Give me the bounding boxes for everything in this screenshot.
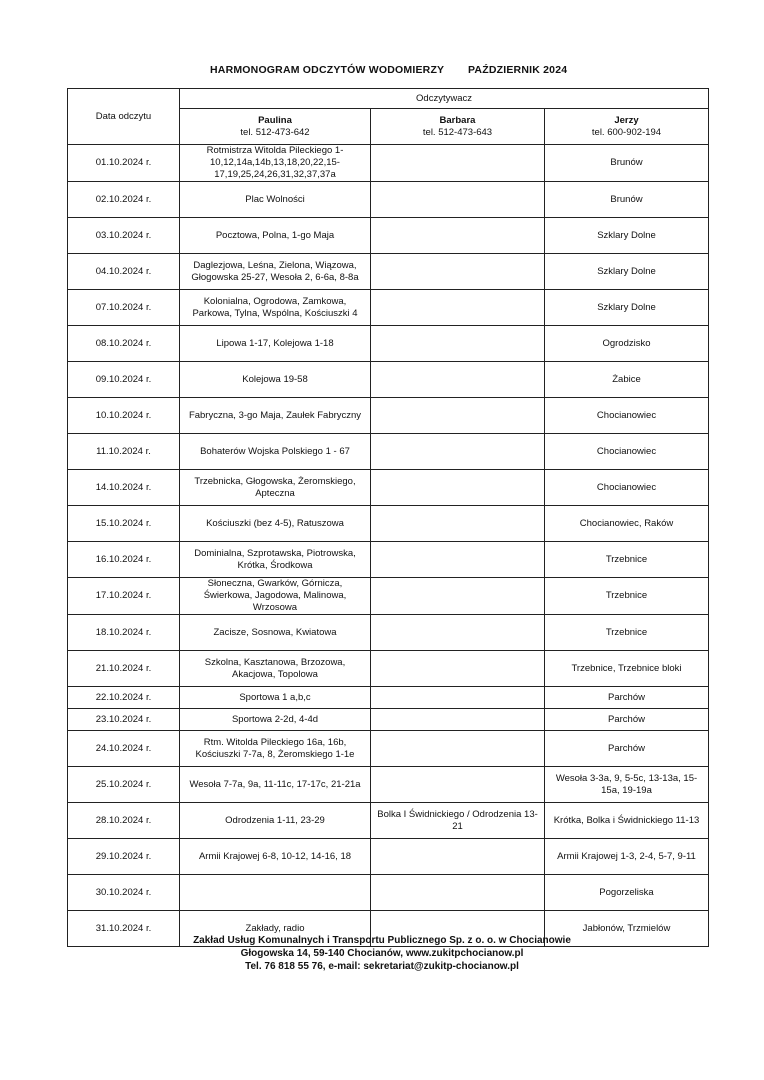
barbara-cell [371, 434, 545, 470]
barbara-cell [371, 362, 545, 398]
barbara-cell [371, 145, 545, 182]
barbara-cell [371, 839, 545, 875]
table-row [68, 145, 709, 182]
date-cell: 03.10.2024 r. [68, 218, 180, 254]
document-month: PAŹDZIERNIK 2024 [468, 64, 568, 76]
jerzy-cell: Armii Krajowej 1-3, 2-4, 5-7, 9-11 [545, 839, 709, 875]
date-cell: 16.10.2024 r. [68, 542, 180, 578]
table-row [68, 578, 709, 615]
reader-name: Paulina [258, 114, 292, 126]
date-cell: 29.10.2024 r. [68, 839, 180, 875]
paulina-cell: Sportowa 1 a,b,c [180, 687, 371, 709]
barbara-cell [371, 767, 545, 803]
paulina-cell: Lipowa 1-17, Kolejowa 1-18 [180, 326, 371, 362]
jerzy-cell: Trzebnice, Trzebnice bloki [545, 651, 709, 687]
header-readers-label: Odczytywacz [416, 92, 472, 104]
paulina-cell: Trzebnicka, Głogowska, Żeromskiego, Apteczna [180, 470, 371, 506]
jerzy-cell: Parchów [545, 687, 709, 709]
date-cell: 18.10.2024 r. [68, 615, 180, 651]
header-readers-group [180, 89, 709, 109]
jerzy-cell: Pogorzeliska [545, 875, 709, 911]
barbara-cell [371, 615, 545, 651]
date-cell: 08.10.2024 r. [68, 326, 180, 362]
jerzy-cell: Chocianowiec [545, 398, 709, 434]
paulina-cell: Dominialna, Szprotawska, Piotrowska, Krótka, Środkowa [180, 542, 371, 578]
reader-name: Barbara [439, 114, 476, 126]
barbara-cell: Bolka I Świdnickiego / Odrodzenia 13-21 [371, 803, 545, 839]
paulina-cell: Rotmistrza Witolda Pileckiego 1-10,12,14a,14b,13,18,20,22,15-17,19,25,24,26,31,32,37,37a [180, 145, 371, 182]
paulina-cell: Fabryczna, 3-go Maja, Zaułek Fabryczny [180, 398, 371, 434]
paulina-cell: Kościuszki (bez 4-5), Ratuszowa [180, 506, 371, 542]
date-cell: 01.10.2024 r. [68, 145, 180, 182]
barbara-cell [371, 182, 545, 218]
table-row [68, 803, 709, 839]
paulina-cell [180, 875, 371, 911]
barbara-cell [371, 709, 545, 731]
date-cell: 17.10.2024 r. [68, 578, 180, 615]
jerzy-cell: Trzebnice [545, 578, 709, 615]
jerzy-cell: Parchów [545, 731, 709, 767]
table-row [68, 434, 709, 470]
reader-phone: tel. 600-902-194 [591, 126, 662, 138]
paulina-cell: Wesoła 7-7a, 9a, 11-11c, 17-17c, 21-21a [180, 767, 371, 803]
jerzy-cell: Szklary Dolne [545, 218, 709, 254]
table-row [68, 362, 709, 398]
date-cell: 07.10.2024 r. [68, 290, 180, 326]
paulina-cell: Pocztowa, Polna, 1-go Maja [180, 218, 371, 254]
paulina-cell: Odrodzenia 1-11, 23-29 [180, 803, 371, 839]
date-cell: 31.10.2024 r. [68, 911, 180, 947]
date-cell: 15.10.2024 r. [68, 506, 180, 542]
paulina-cell: Sportowa 2-2d, 4-4d [180, 709, 371, 731]
jerzy-cell: Chocianowiec [545, 470, 709, 506]
jerzy-cell: Trzebnice [545, 615, 709, 651]
table-row [68, 615, 709, 651]
table-row [68, 470, 709, 506]
header-reader-paulina [180, 109, 371, 145]
company-footer [0, 934, 764, 973]
table-row [68, 398, 709, 434]
footer-contact: Tel. 76 818 55 76, e-mail: sekretariat@zukitp-chocianow.pl [245, 961, 519, 972]
table-row [68, 651, 709, 687]
header-reader-jerzy [545, 109, 709, 145]
barbara-cell [371, 542, 545, 578]
barbara-cell [371, 578, 545, 615]
date-cell: 10.10.2024 r. [68, 398, 180, 434]
reader-name: Jerzy [614, 114, 639, 126]
jerzy-cell: Żabice [545, 362, 709, 398]
table-row [68, 290, 709, 326]
table-row [68, 731, 709, 767]
barbara-cell [371, 875, 545, 911]
document-title: HARMONOGRAM ODCZYTÓW WODOMIERZY [210, 64, 445, 76]
date-cell: 21.10.2024 r. [68, 651, 180, 687]
footer-address: Głogowska 14, 59-140 Chocianów, www.zukitpchocianow.pl [240, 948, 524, 959]
table-row [68, 687, 709, 709]
paulina-cell: Kolejowa 19-58 [180, 362, 371, 398]
paulina-cell: Słoneczna, Gwarków, Górnicza, Świerkowa, Jagodowa, Malinowa, Wrzosowa [180, 578, 371, 615]
jerzy-cell: Jabłonów, Trzmielów [545, 911, 709, 947]
jerzy-cell: Wesoła 3-3a, 9, 5-5c, 13-13a, 15-15a, 19-19a [545, 767, 709, 803]
barbara-cell [371, 470, 545, 506]
paulina-cell: Bohaterów Wojska Polskiego 1 - 67 [180, 434, 371, 470]
reader-phone: tel. 512-473-642 [240, 126, 310, 138]
jerzy-cell: Parchów [545, 709, 709, 731]
jerzy-cell: Chocianowiec [545, 434, 709, 470]
table-row [68, 709, 709, 731]
date-cell: 22.10.2024 r. [68, 687, 180, 709]
table-row [68, 182, 709, 218]
barbara-cell [371, 506, 545, 542]
barbara-cell [371, 326, 545, 362]
date-cell: 24.10.2024 r. [68, 731, 180, 767]
header-row-top [68, 89, 709, 109]
date-cell: 09.10.2024 r. [68, 362, 180, 398]
document-title-bar [0, 64, 764, 80]
table-row [68, 254, 709, 290]
paulina-cell: Rtm. Witolda Pileckiego 16a, 16b, Kościuszki 7-7a, 8, Żeromskiego 1-1e [180, 731, 371, 767]
schedule-table [67, 88, 709, 947]
table-row [68, 326, 709, 362]
jerzy-cell: Szklary Dolne [545, 290, 709, 326]
header-reader-barbara [371, 109, 545, 145]
barbara-cell [371, 687, 545, 709]
barbara-cell [371, 651, 545, 687]
table-row [68, 875, 709, 911]
date-cell: 23.10.2024 r. [68, 709, 180, 731]
date-cell: 14.10.2024 r. [68, 470, 180, 506]
date-cell: 25.10.2024 r. [68, 767, 180, 803]
paulina-cell: Zakłady, radio [180, 911, 371, 947]
date-cell: 04.10.2024 r. [68, 254, 180, 290]
date-cell: 02.10.2024 r. [68, 182, 180, 218]
barbara-cell [371, 290, 545, 326]
paulina-cell: Plac Wolności [180, 182, 371, 218]
jerzy-cell: Brunów [545, 145, 709, 182]
header-date-label: Data odczytu [95, 110, 152, 122]
paulina-cell: Armii Krajowej 6-8, 10-12, 14-16, 18 [180, 839, 371, 875]
footer-company-name: Zakład Usług Komunalnych i Transportu Publicznego Sp. z o. o. w Chocianowie [193, 935, 571, 946]
paulina-cell: Zacisze, Sosnowa, Kwiatowa [180, 615, 371, 651]
jerzy-cell: Chocianowiec, Raków [545, 506, 709, 542]
reader-phone: tel. 512-473-643 [422, 126, 493, 138]
header-date-cell [68, 89, 180, 145]
jerzy-cell: Krótka, Bolka i Świdnickiego 11-13 [545, 803, 709, 839]
table-row [68, 767, 709, 803]
jerzy-cell: Szklary Dolne [545, 254, 709, 290]
barbara-cell [371, 254, 545, 290]
date-cell: 30.10.2024 r. [68, 875, 180, 911]
date-cell: 11.10.2024 r. [68, 434, 180, 470]
paulina-cell: Kolonialna, Ogrodowa, Zamkowa, Parkowa, Tylna, Wspólna, Kościuszki 4 [180, 290, 371, 326]
barbara-cell [371, 398, 545, 434]
date-cell: 28.10.2024 r. [68, 803, 180, 839]
jerzy-cell: Trzebnice [545, 542, 709, 578]
jerzy-cell: Ogrodzisko [545, 326, 709, 362]
barbara-cell [371, 731, 545, 767]
table-row [68, 542, 709, 578]
paulina-cell: Szkolna, Kasztanowa, Brzozowa, Akacjowa, Topolowa [180, 651, 371, 687]
barbara-cell [371, 218, 545, 254]
table-row [68, 839, 709, 875]
table-row [68, 218, 709, 254]
table-row [68, 506, 709, 542]
jerzy-cell: Brunów [545, 182, 709, 218]
paulina-cell: Daglezjowa, Leśna, Zielona, Wiązowa, Głogowska 25-27, Wesoła 2, 6-6a, 8-8a [180, 254, 371, 290]
